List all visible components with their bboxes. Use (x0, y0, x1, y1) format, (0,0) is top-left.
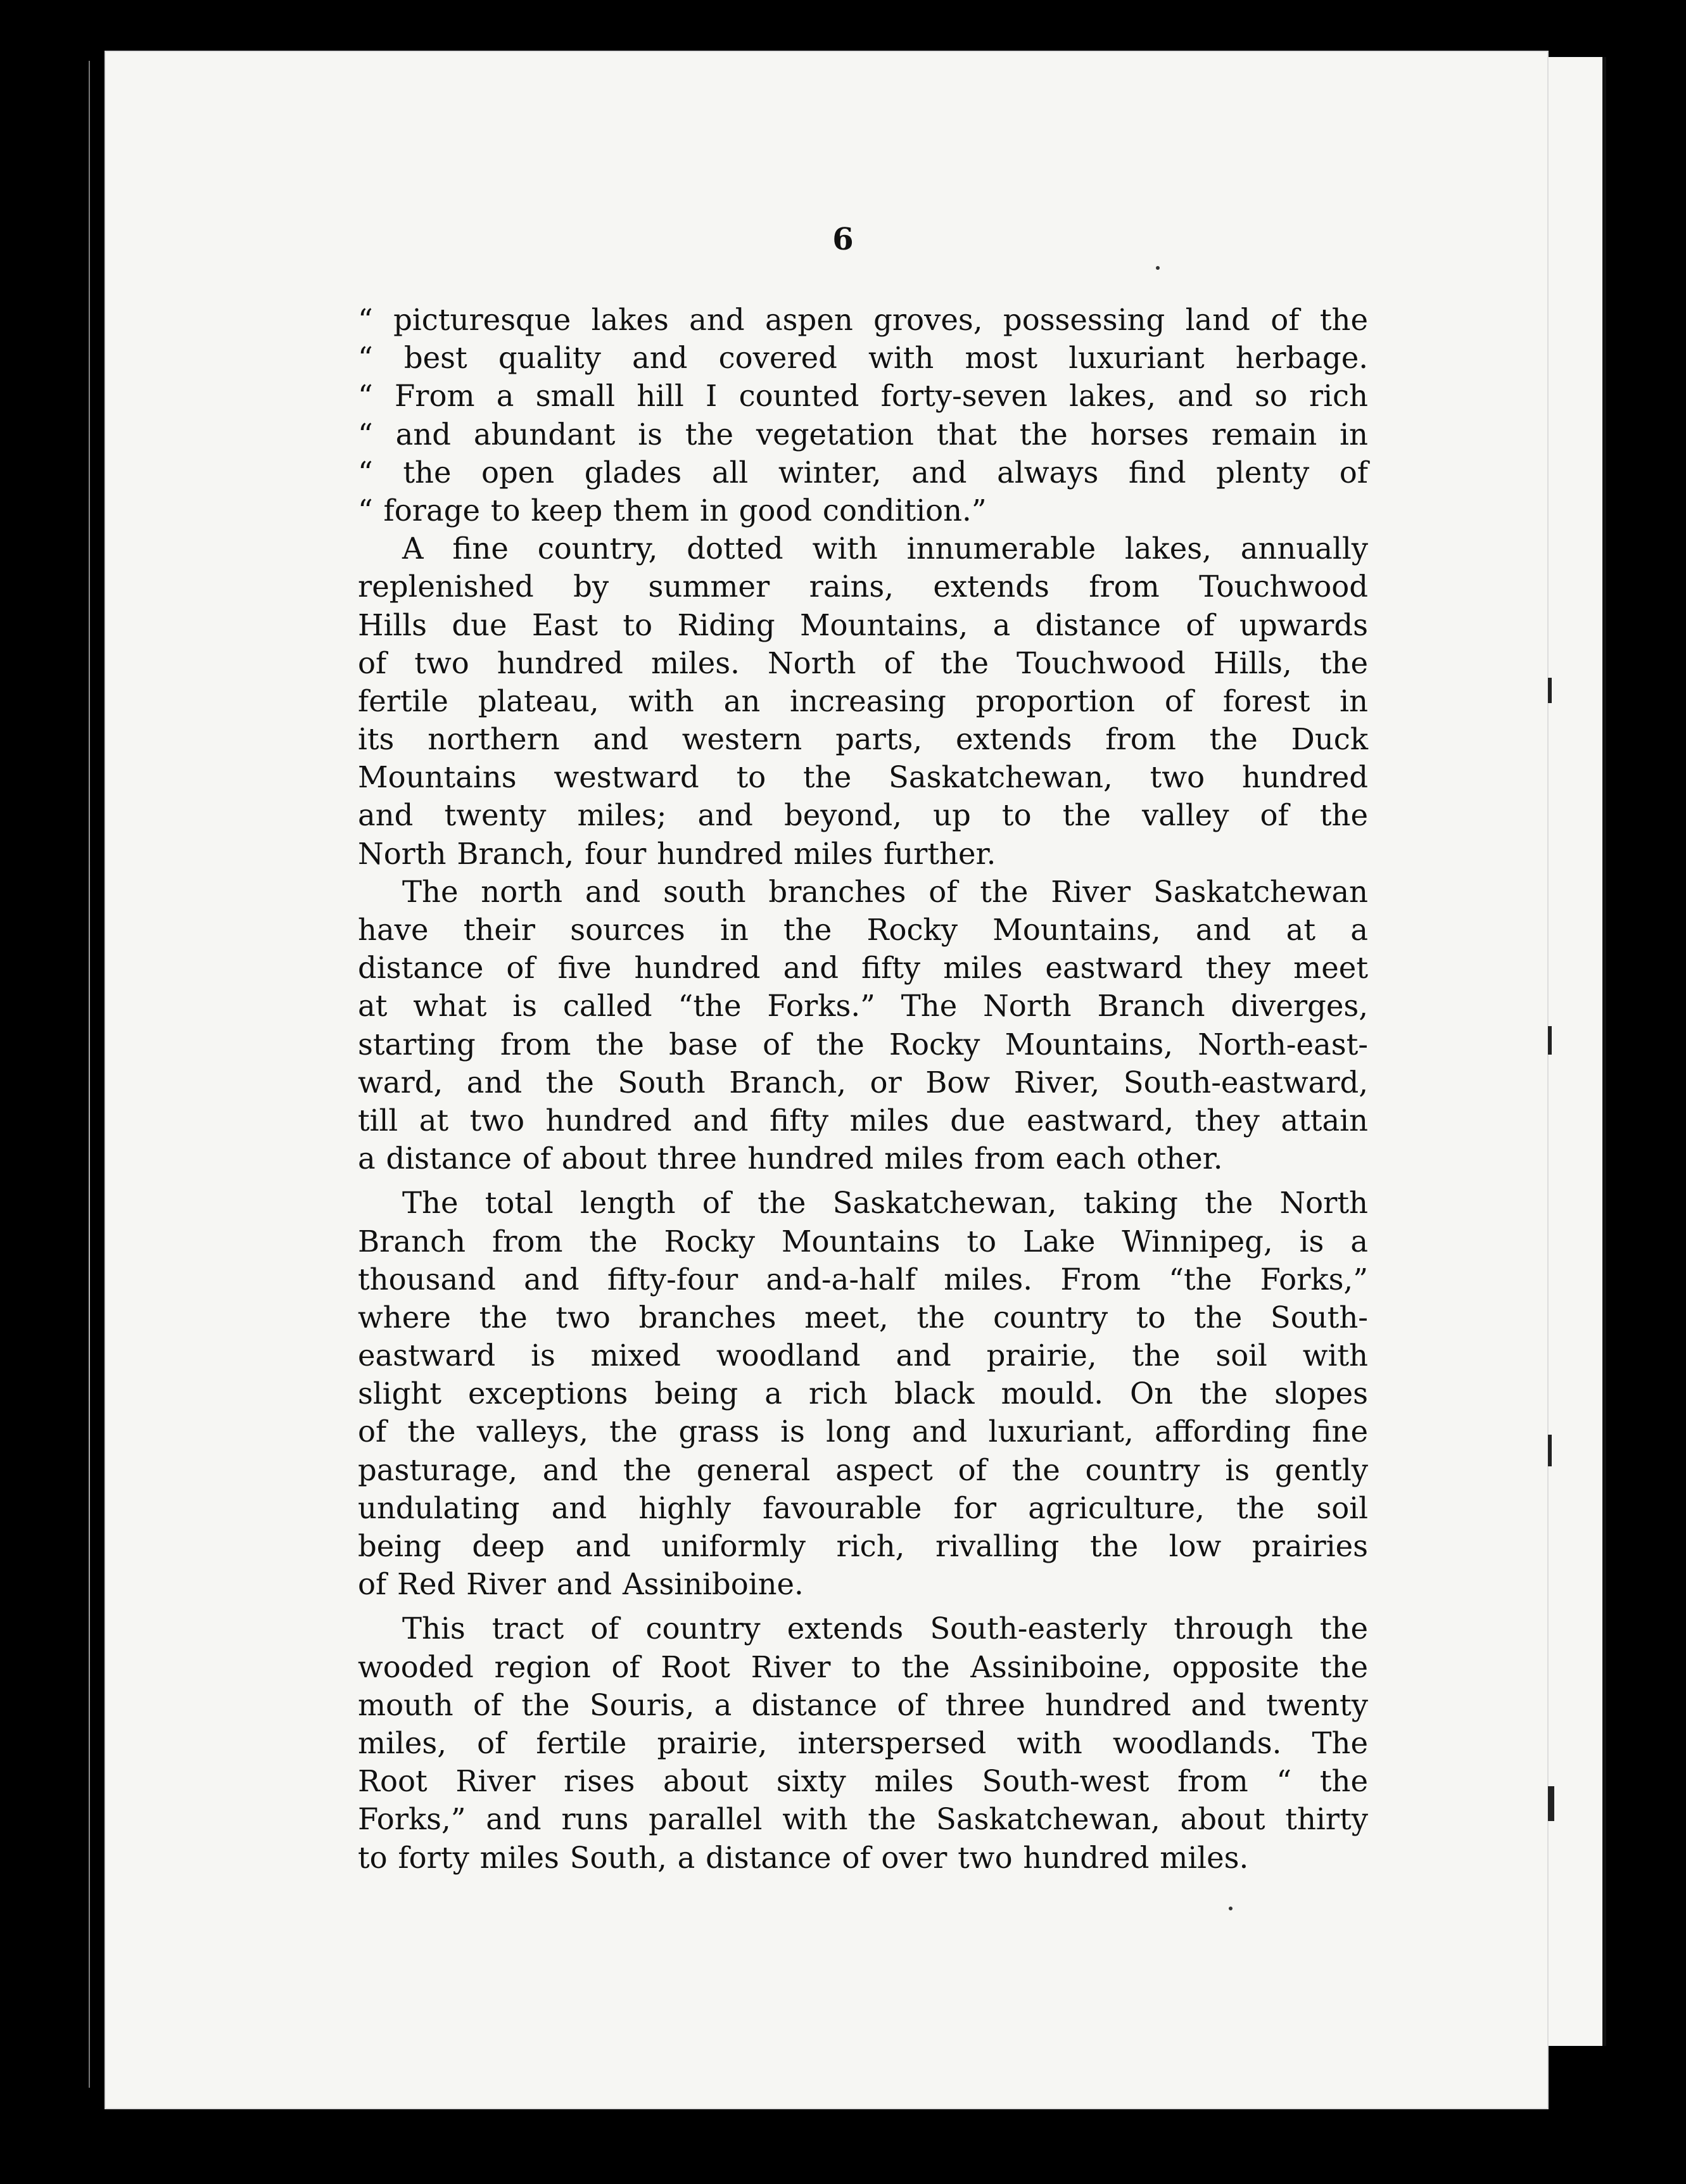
edge-mark (1548, 1786, 1554, 1821)
text-line: thousand and fifty-four and-a-half miles. From “the Forks,” (358, 1262, 1368, 1297)
text-line: of two hundred miles. North of the Touchwood Hills, the (358, 645, 1368, 680)
text-line: wooded region of Root River to the Assiniboine, opposite the (358, 1649, 1368, 1684)
text-line: “ best quality and covered with most luxuriant herbage. (358, 341, 1368, 376)
text-line: mouth of the Souris, a distance of three hundred and twenty (358, 1687, 1368, 1722)
text-line: of the valleys, the grass is long and luxuriant, affording fine (358, 1414, 1368, 1449)
text-line: of Red River and Assiniboine. (358, 1567, 804, 1602)
text-line: to forty miles South, a distance of over two hundred miles. (358, 1840, 1249, 1875)
paragraph (358, 873, 1368, 1178)
text-line: This tract of country extends South-easterly through the (402, 1611, 1368, 1646)
text-line: Branch from the Rocky Mountains to Lake Winnipeg, is a (358, 1224, 1368, 1259)
paragraph (358, 530, 1368, 873)
speck (1156, 266, 1160, 270)
paragraph (358, 1184, 1368, 1603)
text-line: replenished by summer rains, extends from Touchwood (358, 569, 1368, 604)
body-text (358, 301, 1368, 1877)
text-line: being deep and uniformly rich, rivalling the low prairies (358, 1529, 1368, 1563)
page-gutter-edge (89, 61, 90, 2088)
text-line: undulating and highly favourable for agriculture, the soil (358, 1490, 1368, 1525)
text-line: “ From a small hill I counted forty-seven lakes, and so rich (358, 379, 1368, 414)
text-line: have their sources in the Rocky Mountains, and at a (358, 913, 1368, 947)
text-line: slight exceptions being a rich black mould. On the slopes (358, 1376, 1368, 1411)
text-line: “ the open glades all winter, and always find plenty of (358, 455, 1368, 490)
edge-mark (1548, 1026, 1552, 1055)
text-line: Root River rises about sixty miles South-west from “ the (358, 1764, 1368, 1799)
text-line: and twenty miles; and beyond, up to the valley of the (358, 798, 1368, 833)
speck (1229, 1907, 1233, 1910)
text-line: miles, of fertile prairie, interspersed with woodlands. The (358, 1725, 1368, 1760)
text-line: “ and abundant is the vegetation that the horses remain in (358, 417, 1368, 452)
text-line: A fine country, dotted with innumerable lakes, annually (402, 531, 1368, 566)
edge-mark (1548, 678, 1552, 703)
text-line: The total length of the Saskatchewan, taking the North (402, 1186, 1368, 1221)
text-line: pasturage, and the general aspect of the country is gently (358, 1452, 1368, 1487)
paragraph (358, 1609, 1368, 1876)
text-line: where the two branches meet, the country to the South- (358, 1300, 1368, 1335)
text-line: Forks,” and runs parallel with the Saskatchewan, about thirty (358, 1802, 1368, 1837)
text-line: fertile plateau, with an increasing proportion of forest in (358, 683, 1368, 718)
page-number: 6 (832, 222, 854, 257)
text-line: at what is called “the Forks.” The North Branch diverges, (358, 989, 1368, 1024)
text-line: starting from the base of the Rocky Mountains, North-east- (358, 1027, 1368, 1062)
text-line: its northern and western parts, extends from the Duck (358, 722, 1368, 757)
edge-mark (1548, 1435, 1552, 1466)
text-line: North Branch, four hundred miles further. (358, 836, 996, 871)
text-line: The north and south branches of the River Saskatchewan (402, 874, 1368, 909)
text-line: a distance of about three hundred miles from each other. (358, 1141, 1223, 1176)
text-line: till at two hundred and fifty miles due eastward, they attain (358, 1103, 1368, 1138)
text-line: “ forage to keep them in good condition.” (358, 493, 987, 528)
text-line: “ picturesque lakes and aspen groves, possessing land of the (358, 303, 1368, 337)
text-line: distance of five hundred and fifty miles eastward they meet (358, 951, 1368, 986)
paragraph (358, 301, 1368, 530)
text-line: Mountains westward to the Saskatchewan, two hundred (358, 760, 1368, 795)
text-line: eastward is mixed woodland and prairie, the soil with (358, 1338, 1368, 1373)
text-line: Hills due East to Riding Mountains, a distance of upwards (358, 607, 1368, 642)
text-line: ward, and the South Branch, or Bow River, South-eastward, (358, 1065, 1368, 1100)
adjacent-page-edge (1545, 57, 1606, 2046)
